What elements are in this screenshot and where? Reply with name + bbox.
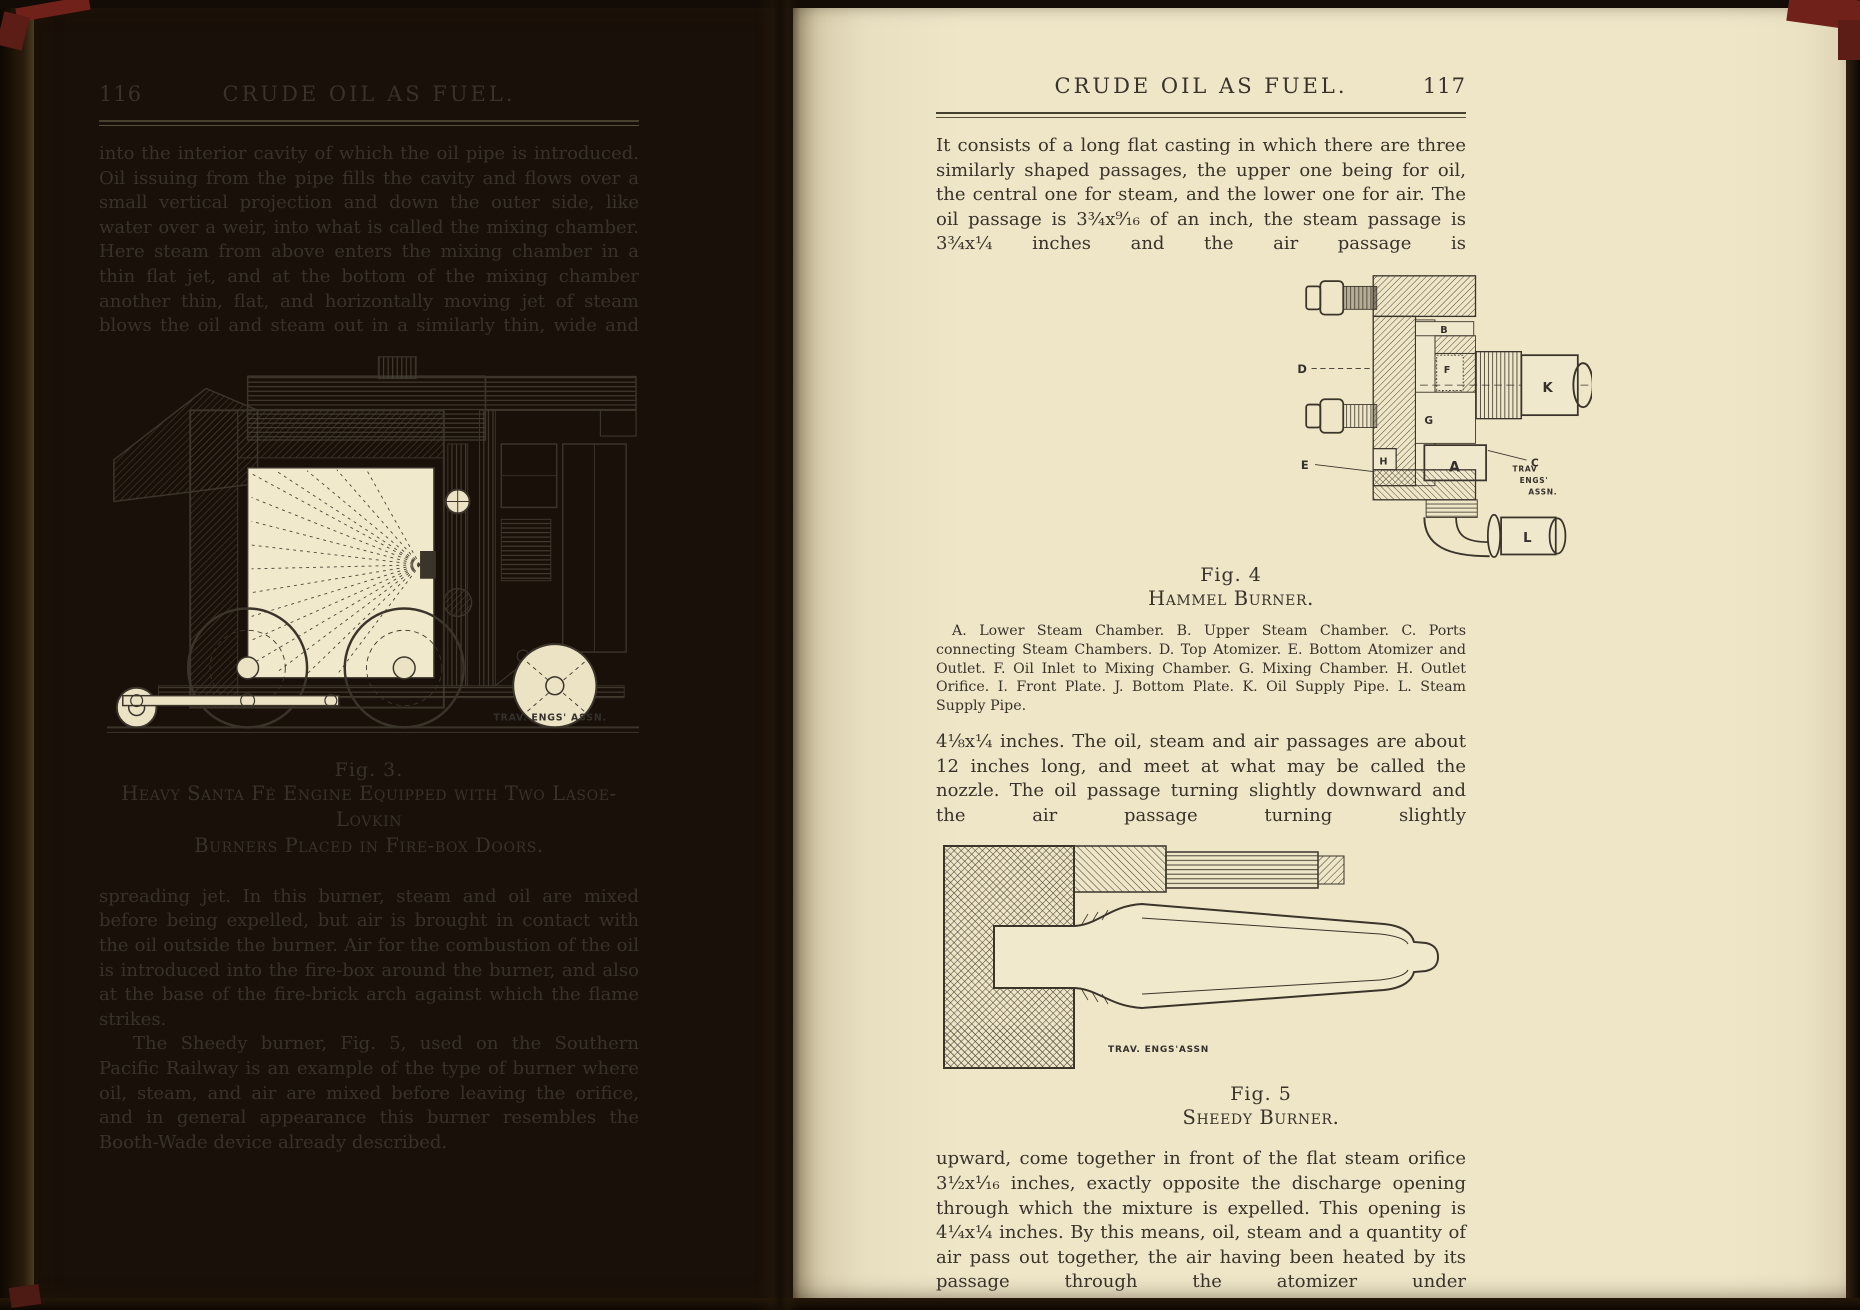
locomotive-engraving (99, 351, 644, 751)
label-K: K (1542, 381, 1554, 397)
label-D: D (1297, 361, 1308, 376)
figure-3-title-line-1: Heavy Santa Fé Engine Equipped with Two Lasoe-Lovkin (121, 781, 617, 831)
figure-3-number: Fig. 3. (334, 758, 404, 781)
paragraph: into the interior cavity of which the oil pipe is introduced. Oil issuing from the pipe fills the cavity and flows over a small vertical projection and down the outer side, like water over a weir, into what is called the mixing chamber. Here steam from above enters the mixing chamber in a thin flat jet, and at the bottom of the mixing chamber another thin, flat, and horizontally moving jet of steam blows the oil and steam out in a similarly thin, wide and (99, 143, 639, 337)
engraver-signature: ENGS' (1519, 476, 1549, 486)
header-rule-right (936, 112, 1466, 118)
paragraph: 4⅛x¼ inches. The oil, steam and air passages are about 12 inches long, and meet at what may be called the nozzle. The oil passage turning slightly downward and the air passage turning slightly (936, 730, 1466, 826)
engraver-signature: TRAV. ENGS'ASSN (1108, 1045, 1210, 1056)
page-117 (793, 4, 1846, 1298)
paragraph: spreading jet. In this burner, steam and oil are mixed before being expelled, but air is brought in contact with the oil outside the burner. Air for the combustion of the oil is introduced into the fire-box around the burner, and also at the base of the fire-brick arch against which the flame strikes. (99, 885, 639, 1030)
paragraph: It consists of a long flat casting in which there are three similarly shaped passages, the upper one being for oil, the central one for steam, and the lower one for air. The oil passage is 3¾x⁹⁄₁₆ of an inch, the steam passage is 3¾x¼ inches and the air passage is (936, 135, 1466, 255)
figure-3-title-line-2: Burners Placed in Fire-box Doors. (194, 833, 544, 857)
page-number-left: 116 (99, 82, 143, 106)
binding-gutter-shadow (756, 0, 800, 1310)
paragraph: upward, come together in front of the flat steam orifice 3½x¹⁄₁₆ inches, exactly opposite the discharge opening through which the mixture is expelled. This opening is 4¼x¼ inches. By this means, oil, steam and a quantity of air pass out together, the air having been heated by its passage through the atomizer under (936, 1148, 1466, 1293)
scan-edge-right (1846, 0, 1860, 1310)
figure-5-number: Fig. 5 (1230, 1083, 1292, 1106)
label-H: H (1379, 456, 1389, 468)
engraver-signature: TRAV (1512, 464, 1538, 474)
figure-4-title: Hammel Burner. (1148, 586, 1314, 610)
figure-4-key: A. Lower Steam Chamber. B. Upper Steam Chamber. C. Ports connecting Steam Chambers. D. Top Atomizer. E. Bottom Atomizer and Outlet. F. Oil Inlet to Mixing Chamber. G. Mixing Chamber. H. Outlet Orifice. I. Front Plate. J. Bottom Plate. K. Oil Supply Pipe. L. Steam Supply Pipe. (936, 622, 1466, 715)
hammel-burner-engraving (1292, 267, 1592, 558)
sheedy-burner-engraving (936, 840, 1466, 1075)
page-116 (34, 8, 764, 1300)
running-header-right (936, 74, 1466, 98)
scan-edge-bottom (0, 1298, 1860, 1310)
running-head-title-right: CRUDE OIL AS FUEL. (1054, 74, 1348, 98)
engraver-signature: ASSN. (1528, 487, 1558, 497)
label-L: L (1523, 531, 1533, 547)
label-F: F (1443, 364, 1452, 376)
running-head-title-left: CRUDE OIL AS FUEL. (222, 82, 516, 106)
header-rule-left (99, 120, 639, 126)
figure-4 (936, 267, 1558, 612)
figure-3-caption (99, 759, 639, 859)
scan-edge-top (0, 0, 1860, 8)
figure-5-caption (1056, 1083, 1466, 1131)
page-number-right: 117 (1422, 74, 1466, 98)
label-G: G (1424, 414, 1434, 427)
cover-corner-top-right-2 (1838, 20, 1860, 60)
paragraph: The Sheedy burner, Fig. 5, used on the Southern Pacific Railway is an example of the type of burner where oil, steam, and air are mixed before leaving the orifice, and in general appearance this burner resembles the Booth-Wade device already described. (99, 1033, 639, 1153)
label-E: E (1300, 457, 1310, 472)
label-A: A (1449, 459, 1461, 476)
running-header-left (99, 82, 639, 106)
figure-4-caption (996, 564, 1466, 612)
figure-5 (936, 840, 1466, 1131)
label-C: C (1531, 457, 1540, 470)
figure-3 (99, 351, 639, 859)
figure-5-title: Sheedy Burner. (1182, 1106, 1340, 1130)
cover-corner-bottom-left (9, 1284, 41, 1308)
scan-edge-left (0, 0, 34, 1310)
figure-4-number: Fig. 4 (1200, 563, 1262, 586)
engraver-signature: TRAV. ENGS' ASSN. (493, 712, 607, 724)
label-B: B (1440, 325, 1449, 337)
